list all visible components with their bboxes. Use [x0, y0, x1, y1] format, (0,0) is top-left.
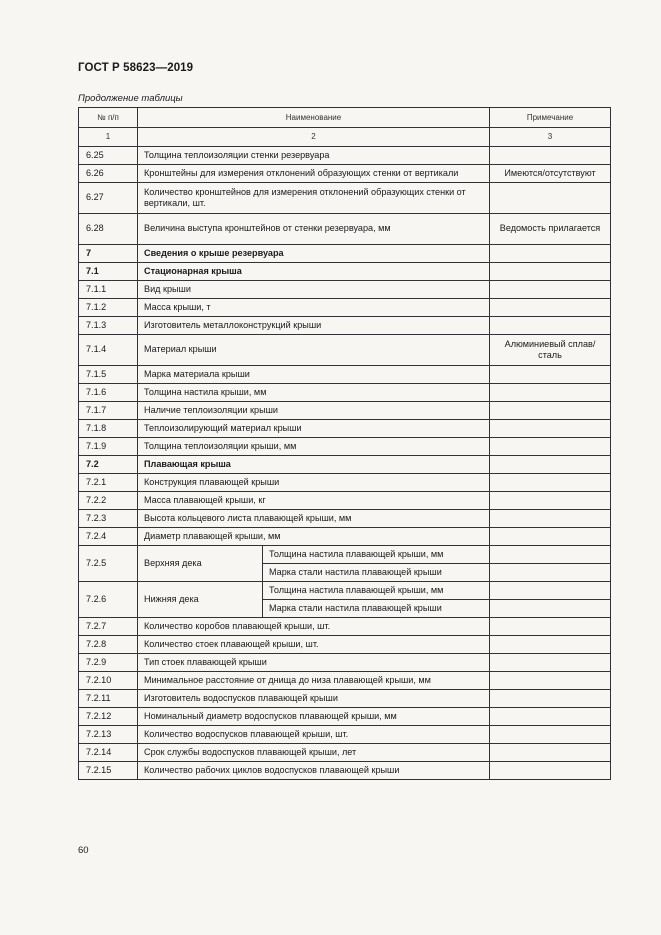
row-name: Количество стоек плавающей крыши, шт. — [138, 636, 490, 654]
row-number: 6.27 — [79, 183, 138, 214]
row-name: Толщина теплоизоляции крыши, мм — [138, 438, 490, 456]
row-number: 7.1.2 — [79, 299, 138, 317]
table-row — [79, 147, 611, 165]
row-subitem-name: Толщина настила плавающей крыши, мм — [263, 582, 490, 600]
row-number: 7 — [79, 245, 138, 263]
column-number-3: 3 — [490, 128, 611, 147]
page-number: 60 — [78, 845, 89, 856]
table-row — [79, 317, 611, 335]
row-name: Масса крыши, т — [138, 299, 490, 317]
row-note — [490, 456, 611, 474]
row-number: 7.2.2 — [79, 492, 138, 510]
row-note — [490, 564, 611, 582]
table-row — [79, 335, 611, 366]
table-row — [79, 744, 611, 762]
table-row — [79, 618, 611, 636]
row-name: Материал крыши — [138, 335, 490, 366]
row-note — [490, 762, 611, 780]
row-number: 7.1.3 — [79, 317, 138, 335]
table-row — [79, 281, 611, 299]
row-number: 7.1.4 — [79, 335, 138, 366]
column-header-name: Наименование — [138, 108, 490, 128]
table-row — [79, 546, 611, 564]
table-row — [79, 492, 611, 510]
row-number: 7.2.11 — [79, 690, 138, 708]
row-note — [490, 183, 611, 214]
row-number: 7.2.7 — [79, 618, 138, 636]
table-row — [79, 245, 611, 263]
column-header-note: Примечание — [490, 108, 611, 128]
row-name: Кронштейны для измерения отклонений образующих стенки от вертикали — [138, 165, 490, 183]
row-name: Тип стоек плавающей крыши — [138, 654, 490, 672]
row-number: 7.2.4 — [79, 528, 138, 546]
row-note: Ведомость прилагается — [490, 214, 611, 245]
row-name: Теплоизолирующий материал крыши — [138, 420, 490, 438]
row-name: Конструкция плавающей крыши — [138, 474, 490, 492]
row-number: 7.2.1 — [79, 474, 138, 492]
document-code: ГОСТ Р 58623—2019 — [78, 62, 194, 74]
row-name: Изготовитель металлоконструкций крыши — [138, 317, 490, 335]
row-note — [490, 546, 611, 564]
row-note — [490, 672, 611, 690]
table-row — [79, 384, 611, 402]
table-row — [79, 528, 611, 546]
row-note — [490, 263, 611, 281]
table-row — [79, 402, 611, 420]
row-note — [490, 636, 611, 654]
column-number-2: 2 — [138, 128, 490, 147]
column-header-number: № п/п — [79, 108, 138, 128]
table-row — [79, 654, 611, 672]
row-number: 7.2.3 — [79, 510, 138, 528]
table-row — [79, 690, 611, 708]
table-row — [79, 708, 611, 726]
row-note — [490, 690, 611, 708]
row-number: 7.1.5 — [79, 366, 138, 384]
row-number: 7.1 — [79, 263, 138, 281]
row-number: 7.1.9 — [79, 438, 138, 456]
row-number: 7.2.12 — [79, 708, 138, 726]
table-row — [79, 183, 611, 214]
row-name: Сведения о крыше резервуара — [138, 245, 490, 263]
row-number: 7.2 — [79, 456, 138, 474]
row-number: 7.1.6 — [79, 384, 138, 402]
row-number: 7.2.6 — [79, 582, 138, 618]
row-name: Количество водоспусков плавающей крыши, шт. — [138, 726, 490, 744]
table-row — [79, 214, 611, 245]
row-number: 6.25 — [79, 147, 138, 165]
table-column-number-row — [79, 128, 611, 147]
row-subitem-name: Марка стали настила плавающей крыши — [263, 600, 490, 618]
row-name: Толщина теплоизоляции стенки резервуара — [138, 147, 490, 165]
row-number: 7.1.1 — [79, 281, 138, 299]
row-number: 7.2.5 — [79, 546, 138, 582]
row-note — [490, 366, 611, 384]
row-group-name: Верхняя дека — [138, 546, 263, 582]
row-number: 7.2.8 — [79, 636, 138, 654]
row-name: Минимальное расстояние от днища до низа плавающей крыши, мм — [138, 672, 490, 690]
row-note — [490, 708, 611, 726]
row-note — [490, 600, 611, 618]
row-number: 7.1.7 — [79, 402, 138, 420]
table-row — [79, 582, 611, 600]
row-name: Масса плавающей крыши, кг — [138, 492, 490, 510]
row-note — [490, 510, 611, 528]
row-subitem-name: Толщина настила плавающей крыши, мм — [263, 546, 490, 564]
table-row — [79, 438, 611, 456]
row-note — [490, 317, 611, 335]
row-note — [490, 582, 611, 600]
table-row — [79, 263, 611, 281]
row-note — [490, 654, 611, 672]
row-note: Алюминиевый сплав/сталь — [490, 335, 611, 366]
column-number-1: 1 — [79, 128, 138, 147]
row-number: 7.2.10 — [79, 672, 138, 690]
row-name: Высота кольцевого листа плавающей крыши, мм — [138, 510, 490, 528]
row-note — [490, 402, 611, 420]
row-number: 7.2.14 — [79, 744, 138, 762]
table-row — [79, 672, 611, 690]
table-header-row — [79, 108, 611, 128]
row-name: Толщина настила крыши, мм — [138, 384, 490, 402]
table-row — [79, 474, 611, 492]
table-row — [79, 636, 611, 654]
row-note — [490, 438, 611, 456]
row-number: 7.1.8 — [79, 420, 138, 438]
row-name: Плавающая крыша — [138, 456, 490, 474]
table-body — [79, 147, 611, 780]
row-number: 6.26 — [79, 165, 138, 183]
row-name: Величина выступа кронштейнов от стенки резервуара, мм — [138, 214, 490, 245]
table-row — [79, 165, 611, 183]
row-name: Наличие теплоизоляции крыши — [138, 402, 490, 420]
row-number: 7.2.15 — [79, 762, 138, 780]
table-row — [79, 299, 611, 317]
row-note — [490, 474, 611, 492]
row-note — [490, 420, 611, 438]
row-note — [490, 384, 611, 402]
specification-table — [78, 107, 611, 780]
row-name: Диаметр плавающей крыши, мм — [138, 528, 490, 546]
row-name: Срок службы водоспусков плавающей крыши, лет — [138, 744, 490, 762]
row-number: 6.28 — [79, 214, 138, 245]
row-name: Стационарная крыша — [138, 263, 490, 281]
row-name: Марка материала крыши — [138, 366, 490, 384]
row-subitem-name: Марка стали настила плавающей крыши — [263, 564, 490, 582]
row-name: Изготовитель водоспусков плавающей крыши — [138, 690, 490, 708]
row-name: Номинальный диаметр водоспусков плавающей крыши, мм — [138, 708, 490, 726]
row-note — [490, 618, 611, 636]
table-row — [79, 366, 611, 384]
row-note — [490, 281, 611, 299]
row-number: 7.2.13 — [79, 726, 138, 744]
row-note — [490, 744, 611, 762]
row-number: 7.2.9 — [79, 654, 138, 672]
table-row — [79, 456, 611, 474]
table-row — [79, 420, 611, 438]
row-note — [490, 299, 611, 317]
row-note — [490, 528, 611, 546]
row-note — [490, 726, 611, 744]
row-name: Количество кронштейнов для измерения отклонений образующих стенки от вертикали, шт. — [138, 183, 490, 214]
table-row — [79, 726, 611, 744]
table-row — [79, 510, 611, 528]
row-note: Имеются/отсутствуют — [490, 165, 611, 183]
row-group-name: Нижняя дека — [138, 582, 263, 618]
row-name: Количество коробов плавающей крыши, шт. — [138, 618, 490, 636]
row-name: Вид крыши — [138, 281, 490, 299]
row-note — [490, 147, 611, 165]
table-row — [79, 762, 611, 780]
table-continuation-caption: Продолжение таблицы — [78, 93, 183, 104]
row-name: Количество рабочих циклов водоспусков плавающей крыши — [138, 762, 490, 780]
row-note — [490, 245, 611, 263]
row-note — [490, 492, 611, 510]
